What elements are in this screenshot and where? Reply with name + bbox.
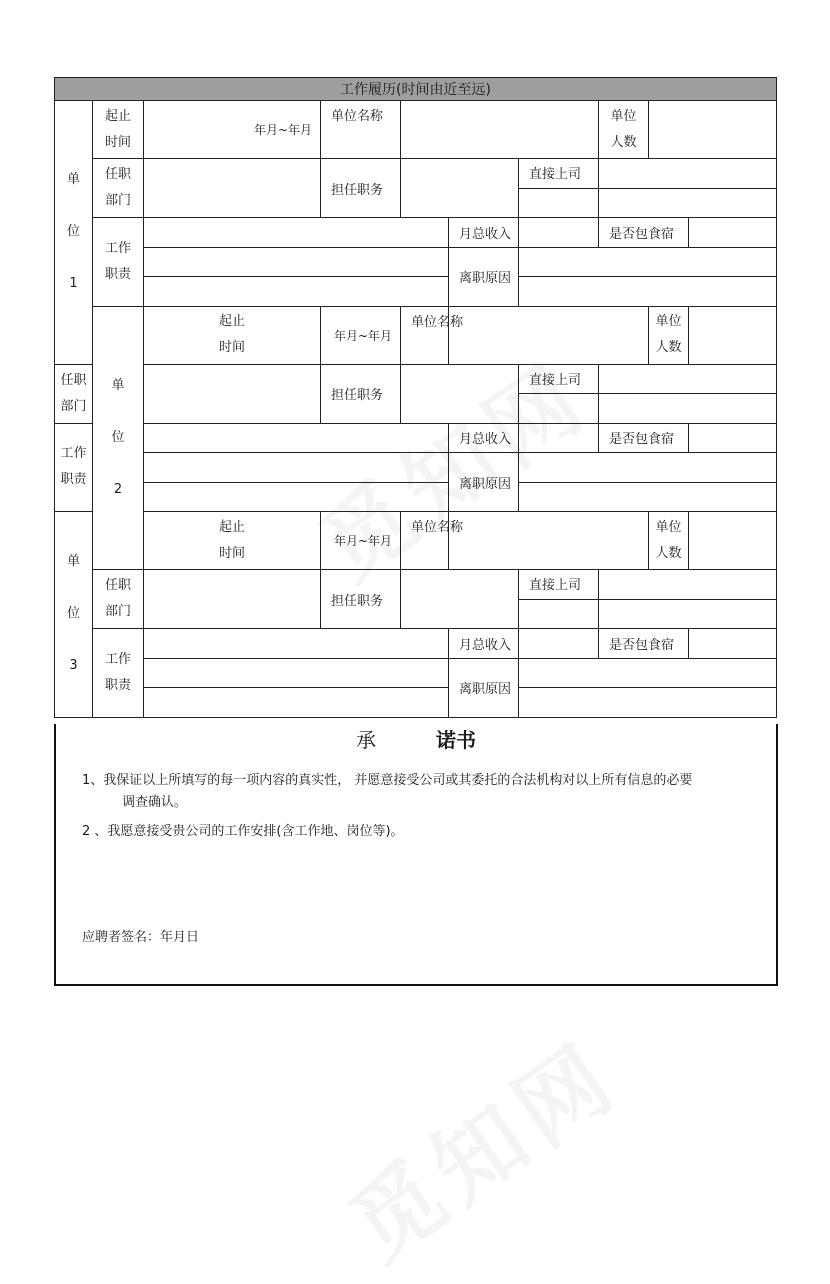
position-field[interactable] — [401, 364, 519, 423]
duty-line[interactable] — [144, 629, 449, 659]
label-part: 工作 — [60, 446, 87, 462]
board-field[interactable] — [689, 423, 777, 453]
label-part: 人数 — [610, 134, 637, 150]
label-leave-reason: 离职原因 — [449, 247, 519, 306]
label-unit-size — [649, 512, 689, 570]
department-field[interactable] — [144, 364, 321, 423]
label-part: 起止 — [218, 519, 245, 535]
supervisor-extra-field[interactable] — [519, 394, 599, 424]
pledge-section — [54, 724, 778, 986]
label-job-duties — [55, 423, 93, 512]
supervisor-extra-field[interactable] — [599, 188, 777, 218]
unit-label — [55, 101, 93, 365]
label-unit-size — [649, 306, 689, 364]
leave-reason-field[interactable] — [519, 277, 777, 307]
label-part: 单位 — [610, 108, 637, 124]
leave-reason-field[interactable] — [519, 688, 777, 718]
label-monthly-income: 月总收入 — [449, 629, 519, 659]
label-position: 担任职务 — [321, 364, 401, 423]
label-monthly-income: 月总收入 — [449, 218, 519, 248]
date-range-field[interactable]: 年月~年月 — [321, 512, 401, 570]
income-field[interactable] — [519, 629, 599, 659]
label-monthly-income: 月总收入 — [449, 423, 519, 453]
label-part: 职责 — [104, 266, 131, 282]
unit-char: 单 — [66, 554, 80, 570]
label-department — [93, 159, 144, 218]
label-unit-size — [599, 101, 649, 159]
label-position: 担任职务 — [321, 570, 401, 629]
label-position: 担任职务 — [321, 159, 401, 218]
unit-name-field[interactable] — [449, 306, 649, 364]
label-job-duties — [93, 629, 144, 718]
pledge-title — [56, 724, 776, 753]
label-start-end-time — [144, 306, 321, 364]
unit-size-field[interactable] — [689, 512, 777, 570]
label-part: 时间 — [104, 134, 131, 150]
unit-number: 3 — [69, 658, 78, 674]
supervisor-field[interactable] — [599, 570, 777, 600]
leave-reason-field[interactable] — [519, 482, 777, 512]
unit-label — [55, 512, 93, 718]
label-part: 时间 — [218, 340, 245, 355]
duty-line[interactable] — [144, 423, 449, 453]
position-field[interactable] — [401, 570, 519, 629]
duty-line[interactable] — [144, 658, 449, 688]
label-unit-name: 单位名称 — [321, 101, 401, 159]
duty-line[interactable] — [144, 453, 449, 483]
duty-line[interactable] — [144, 247, 449, 277]
label-part: 工作 — [104, 651, 131, 667]
unit-char: 单 — [66, 172, 80, 188]
label-part: 部门 — [60, 398, 87, 414]
department-field[interactable] — [144, 570, 321, 629]
unit-char: 位 — [111, 429, 125, 445]
label-part: 任职 — [60, 372, 87, 388]
label-leave-reason: 离职原因 — [449, 453, 519, 512]
pledge-title-a: 承 — [356, 728, 376, 752]
label-part: 任职 — [104, 578, 131, 593]
unit-size-field[interactable] — [689, 306, 777, 364]
unit-name-field[interactable] — [401, 101, 599, 159]
pledge-item-1 — [82, 770, 772, 814]
watermark — [320, 1006, 640, 1284]
supervisor-extra-field[interactable] — [519, 188, 599, 218]
label-start-end-time — [144, 512, 321, 570]
label-board: 是否包食宿 — [599, 629, 689, 659]
label-part: 任职 — [104, 167, 131, 182]
income-field[interactable] — [519, 218, 599, 248]
supervisor-extra-field[interactable] — [599, 394, 777, 424]
pledge-item-1-line1: 1、我保证以上所填写的每一项内容的真实性， 并愿意接受公司或其委托的合法机构对以上所有信息的必要 — [82, 773, 693, 788]
label-part: 起止 — [104, 108, 131, 124]
department-field[interactable] — [144, 159, 321, 218]
label-part: 单位 — [655, 314, 682, 329]
pledge-item-1-line2: 调查确认。 — [122, 795, 188, 810]
label-part: 起止 — [218, 314, 245, 329]
label-supervisor: 直接上司 — [519, 364, 599, 394]
label-job-duties — [93, 218, 144, 307]
label-part: 工作 — [104, 240, 131, 256]
label-department — [93, 570, 144, 629]
unit-char: 位 — [66, 606, 80, 622]
label-part: 部门 — [104, 604, 131, 619]
unit-char: 位 — [66, 224, 80, 240]
signature-line: 应聘者签名：年月日 — [82, 930, 200, 945]
work-history-table — [54, 77, 777, 718]
label-part: 部门 — [104, 193, 131, 208]
label-leave-reason: 离职原因 — [449, 658, 519, 717]
pledge-item-2: 2 、我愿意接受贵公司的工作安排(含工作地、岗位等)。 — [82, 824, 404, 839]
label-unit-name: 单位名称 — [401, 306, 449, 364]
unit-number: 2 — [113, 481, 123, 497]
label-supervisor: 直接上司 — [519, 159, 599, 189]
income-field[interactable] — [519, 423, 599, 453]
leave-reason-field[interactable] — [519, 453, 777, 483]
label-unit-name: 单位名称 — [401, 512, 449, 570]
unit-size-field[interactable] — [649, 101, 777, 159]
label-board: 是否包食宿 — [599, 423, 689, 453]
section-header: 工作履历(时间由近至远) — [55, 78, 777, 101]
pledge-title-b: 诺书 — [436, 728, 476, 752]
duty-line[interactable] — [144, 688, 449, 718]
label-part: 职责 — [104, 677, 131, 693]
label-part: 人数 — [655, 545, 682, 561]
unit-label — [93, 306, 144, 570]
label-department — [55, 364, 93, 423]
board-field[interactable] — [689, 629, 777, 659]
label-supervisor: 直接上司 — [519, 570, 599, 600]
leave-reason-field[interactable] — [519, 247, 777, 277]
duty-line[interactable] — [144, 218, 449, 248]
label-start-end-time — [93, 101, 144, 159]
position-field[interactable] — [401, 159, 519, 218]
label-part: 时间 — [218, 545, 245, 561]
label-board: 是否包食宿 — [599, 218, 689, 248]
date-range-field[interactable]: 年月~年月 — [321, 306, 401, 364]
supervisor-extra-field[interactable] — [599, 599, 777, 629]
unit-name-field[interactable] — [449, 512, 649, 570]
duty-line[interactable] — [144, 277, 449, 307]
unit-number: 1 — [69, 276, 78, 292]
date-range-field[interactable]: 年月~年月 — [144, 101, 321, 159]
leave-reason-field[interactable] — [519, 658, 777, 688]
label-part: 单位 — [655, 519, 682, 535]
unit-char: 单 — [111, 377, 125, 393]
supervisor-field[interactable] — [599, 364, 777, 394]
duty-line[interactable] — [144, 482, 449, 512]
label-part: 人数 — [655, 340, 682, 355]
board-field[interactable] — [689, 218, 777, 248]
supervisor-extra-field[interactable] — [519, 599, 599, 629]
supervisor-field[interactable] — [599, 159, 777, 189]
label-part: 职责 — [60, 472, 87, 488]
